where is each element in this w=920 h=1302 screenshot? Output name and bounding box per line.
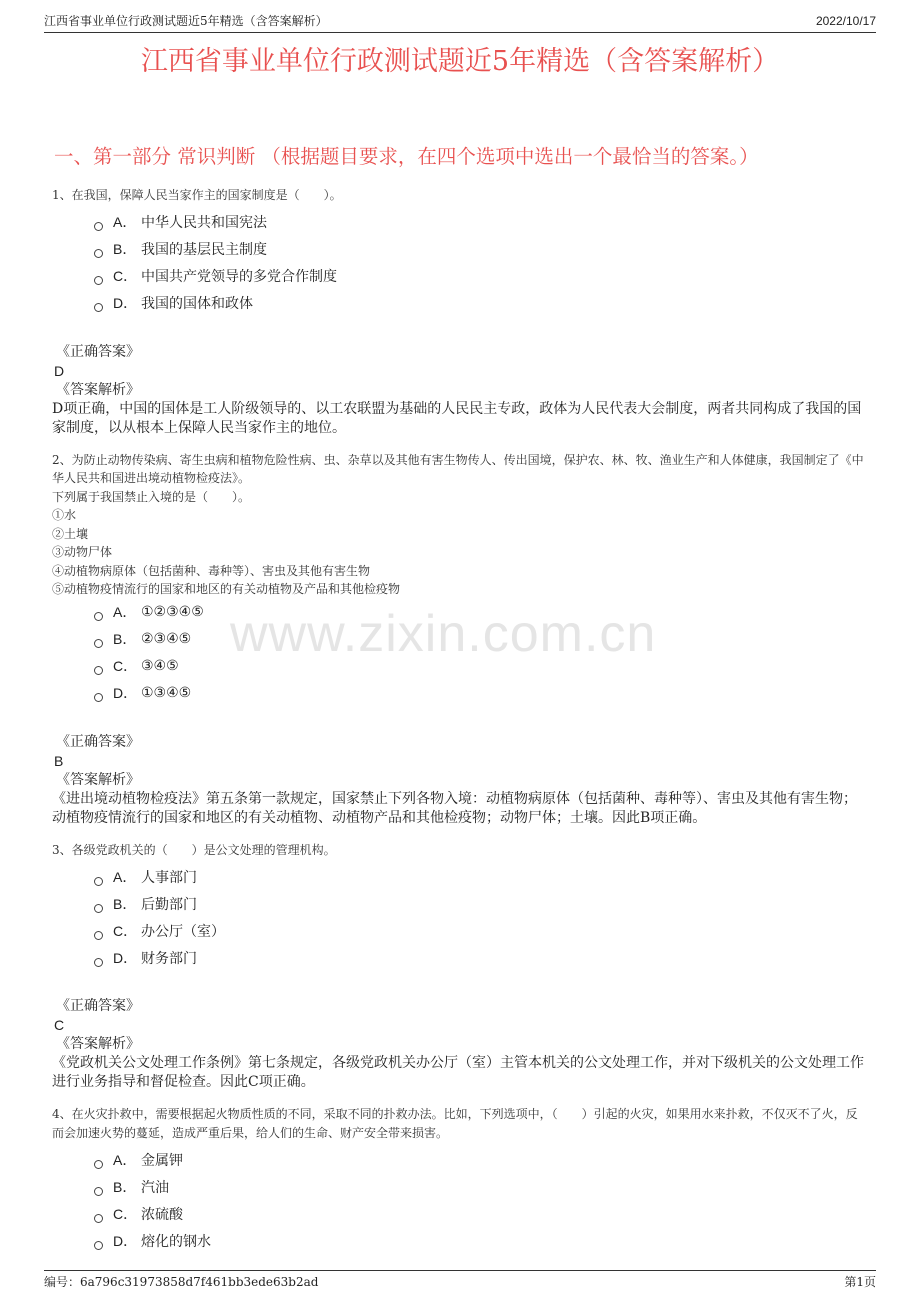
document-id: 编号：6a796c31973858d7f461bb3ede63b2ad [44,1275,319,1289]
option-a[interactable] [52,1146,864,1173]
question-stem: 1、在我国，保障人民当家作主的国家制度是（ ）。 [52,188,342,202]
question-3 [52,841,864,1093]
option-letter: B． [113,631,137,647]
option-list [52,599,864,707]
option-letter: B． [113,241,137,257]
option-text: ①②③④⑤ [141,604,204,620]
radio-icon[interactable] [94,276,103,285]
analysis-label: 《答案解析》 [56,1036,140,1052]
radio-icon[interactable] [94,1187,103,1196]
question-stem-line: 下列属于我国禁止入境的是（ ）。 [52,489,251,504]
question-1 [52,186,864,438]
answer-label: 《正确答案》 [56,998,140,1014]
option-c[interactable] [52,263,864,290]
option-c[interactable] [52,1200,864,1227]
option-letter: C． [113,268,138,284]
page-number: 第1页 [844,1275,876,1289]
header-date: 2022/10/17 [815,14,876,28]
option-b[interactable] [52,890,864,917]
answer-label: 《正确答案》 [56,343,140,360]
option-c[interactable] [52,653,864,680]
radio-icon[interactable] [94,666,103,675]
option-list [52,863,864,971]
question-item: ④动植物病原体（包括菌种、毒种等）、害虫及其他有害生物 [52,563,371,578]
question-stem: 2、为防止动物传染病、寄生虫病和植物危险性病、虫、杂草以及其他有害生物传人、传出国境，保护农、林、牧、渔业生产和人体健康，我国制定了《中华人民共和国进出境动植物检疫法》。 [52,452,864,485]
option-letter: B． [113,1178,137,1195]
option-d[interactable] [52,944,864,971]
analysis-label: 《答案解析》 [56,381,140,398]
radio-icon[interactable] [94,958,103,967]
radio-icon[interactable] [94,1241,103,1250]
option-text: 中国共产党领导的多党合作制度 [141,269,337,285]
option-text: 办公厅（室） [141,923,225,940]
question-stem: 3、各级党政机关的（ ）是公文处理的管理机构。 [52,842,336,857]
option-c[interactable] [52,917,864,944]
option-text: 后勤部门 [141,896,197,913]
option-d[interactable] [52,290,864,317]
radio-icon[interactable] [94,303,103,312]
correct-answer: D [54,362,65,379]
option-d[interactable] [52,1227,864,1254]
option-b[interactable] [52,236,864,263]
option-text: ③④⑤ [141,658,179,674]
option-letter: C． [113,922,138,939]
option-text: 我国的基层民主制度 [141,242,267,258]
option-text: ①③④⑤ [141,685,192,701]
correct-answer: B [54,752,64,769]
question-item: ②土壤 [52,526,89,541]
option-d[interactable] [52,680,864,707]
option-text: 熔化的钢水 [141,1233,211,1250]
option-letter: D． [113,295,138,311]
analysis-label: 《答案解析》 [56,771,140,788]
answer-block [52,997,864,1092]
option-text: 汽油 [141,1179,169,1196]
radio-icon[interactable] [94,877,103,886]
option-letter: C． [113,1205,138,1222]
radio-icon[interactable] [94,904,103,913]
radio-icon[interactable] [94,612,103,621]
option-text: 中华人民共和国宪法 [141,215,267,231]
watermark: www.zixin.com.cn [230,605,657,663]
answer-block [52,733,864,828]
analysis-text: D项正确，中国的国体是工人阶级领导的、以工农联盟为基础的人民民主专政，政体为人民代表大会制度，两者共同构成了我国的国家制度，以从根本上保障人民当家作主的地位。 [52,400,862,436]
analysis-text: 《进出境动植物检疫法》第五条第一款规定，国家禁止下列各物入境：动植物病原体（包括菌种、毒种等）、害虫及其他有害生物；动植物疫情流行的国家和地区的有关动植物、动植物产品和其他检疫物；动物尸体；土壤。因此B项正确。 [52,790,857,826]
option-letter: A． [113,214,137,230]
page-footer [44,1270,876,1291]
answer-label: 《正确答案》 [56,733,140,750]
question-2 [52,451,864,828]
option-list [52,1146,864,1254]
option-letter: C． [113,658,138,674]
option-letter: D． [113,685,138,701]
radio-icon[interactable] [94,931,103,940]
option-text: 人事部门 [141,869,197,886]
question-4 [52,1105,864,1254]
analysis-text: 《党政机关公文处理工作条例》第七条规定，各级党政机关办公厅（室）主管本机关的公文处理工作，并对下级机关的公文处理工作进行业务指导和督促检查。因此C项正确。 [52,1055,864,1090]
option-a[interactable] [52,599,864,626]
option-text: 金属钾 [141,1152,183,1169]
option-text: ②③④⑤ [141,631,192,647]
radio-icon[interactable] [94,639,103,648]
option-a[interactable] [52,863,864,890]
radio-icon[interactable] [94,693,103,702]
radio-icon[interactable] [94,222,103,231]
header-doc-title: 江西省事业单位行政测试题近5年精选（含答案解析） [44,14,328,28]
question-item: ①水 [52,508,77,522]
radio-icon[interactable] [94,1214,103,1223]
question-item: ③动物尸体 [52,545,113,559]
radio-icon[interactable] [94,1160,103,1169]
option-text: 财务部门 [141,950,197,967]
answer-block [52,343,864,438]
page-header [44,12,876,33]
option-letter: A． [113,1151,137,1168]
document-title: 江西省事业单位行政测试题近5年精选（含答案解析） [140,46,780,77]
question-list [52,186,864,1267]
option-letter: D． [113,949,138,966]
section-title: 一、第一部分 常识判断 （根据题目要求，在四个选项中选出一个最恰当的答案。） [54,145,759,168]
correct-answer: C [54,1017,65,1033]
option-text: 我国的国体和政体 [141,296,253,312]
option-list [52,209,864,317]
question-item: ⑤动植物疫情流行的国家和地区的有关动植物及产品和其他检疫物 [52,582,401,596]
option-letter: D． [113,1232,138,1249]
option-letter: A． [113,868,137,885]
option-b[interactable] [52,626,864,653]
option-a[interactable] [52,209,864,236]
option-b[interactable] [52,1173,864,1200]
option-letter: A． [113,604,137,620]
option-letter: B． [113,895,137,912]
option-text: 浓硫酸 [141,1206,183,1223]
question-stem: 4、在火灾扑救中，需要根据起火物质性质的不同，采取不同的扑救办法。比如，下列选项中，（ ）引起的火灾，如果用水来扑救，不仅灭不了火，反而会加速火势的蔓延，造成严重后果，给人们的生命、财产安全带来损害。 [52,1107,858,1140]
radio-icon[interactable] [94,249,103,258]
